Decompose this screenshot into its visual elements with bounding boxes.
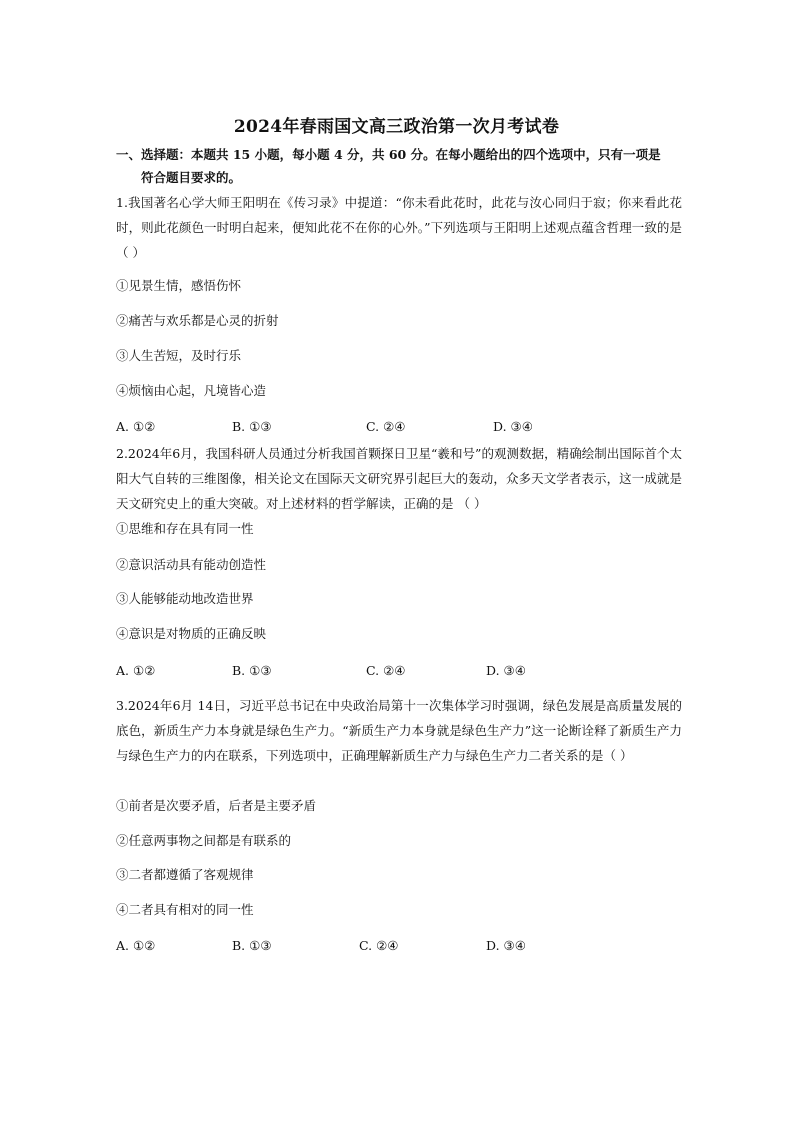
question-3-choice-a[interactable]: A. ①② (116, 938, 156, 953)
question-1-stem: 1.我国著名心学大师王阳明在《传习录》中提道：“你未看此花时，此花与汝心同归于寂；你来看此花时，则此花颜色一时明白起来，便知此花不在你的心外。”下列选项与王阳明上述观点蕴含哲理一致的是（ ） (116, 195, 682, 260)
question-1-option-3: ③人生苦短，及时行乐 (116, 348, 242, 363)
question-3-option-1: ①前者是次要矛盾，后者是主要矛盾 (116, 798, 317, 813)
section-instructions-line-1: 一、选择题：本题共 15 小题，每小题 4 分，共 60 分。在每小题给出的四个选项中，只有一项是 (116, 147, 661, 162)
question-3-choice-c[interactable]: C. ②④ (359, 938, 399, 953)
question-3-choice-b[interactable]: B. ①③ (232, 938, 272, 953)
question-2-choice-c[interactable]: C. ②④ (366, 663, 406, 678)
question-2-choices (116, 661, 682, 681)
question-2-choice-b[interactable]: B. ①③ (232, 663, 272, 678)
question-2-option-3: ③人能够能动地改造世界 (116, 591, 254, 606)
question-2-choice-a[interactable]: A. ①② (116, 663, 156, 678)
question-3-choice-d[interactable]: D. ③④ (486, 938, 526, 953)
question-1-choice-d[interactable]: D. ③④ (493, 419, 533, 434)
question-1-option-4: ④烦恼由心起，凡境皆心造 (116, 383, 267, 398)
question-1-option-1: ①见景生情，感悟伤怀 (116, 278, 242, 293)
question-3-stem: 3.2024年6月 14日，习近平总书记在中央政治局第十一次集体学习时强调，绿色发展是高质量发展的底色，新质生产力本身就是绿色生产力。“新质生产力本身就是绿色生产力”这一论断诠释了新质生产力与绿色生产力的内在联系，下列选项中，正确理解新质生产力与绿色生产力二者关系的是（ ） (116, 698, 682, 763)
question-2-option-1: ①思维和存在具有同一性 (116, 521, 254, 536)
section-instructions-line-2: 符合题目要求的。 (141, 170, 242, 185)
question-2-stem: 2.2024年6月，我国科研人员通过分析我国首颗探日卫星“羲和号”的观测数据，精确绘制出国际首个太阳大气自转的三维图像，相关论文在国际天文研究界引起巨大的轰动，众多天文学者表示，这一成就是天文研究史上的重大突破。对上述材料的哲学解读，正确的是 （ ） (116, 446, 682, 511)
question-2-option-4: ④意识是对物质的正确反映 (116, 626, 267, 641)
question-2-choice-d[interactable]: D. ③④ (486, 663, 526, 678)
exam-title: 2024年春雨国文高三政治第一次月考试卷 (233, 117, 560, 137)
question-3-option-3: ③二者都遵循了客观规律 (116, 867, 254, 882)
question-1-choices (116, 417, 682, 437)
section-heading (116, 143, 682, 189)
question-3-option-2: ②任意两事物之间都是有联系的 (116, 833, 292, 848)
question-3-option-4: ④二者具有相对的同一性 (116, 902, 254, 917)
question-1-choice-a[interactable]: A. ①② (116, 419, 156, 434)
question-1-option-2: ②痛苦与欢乐都是心灵的折射 (116, 313, 279, 328)
question-1-choice-c[interactable]: C. ②④ (366, 419, 406, 434)
question-3-choices (116, 936, 682, 956)
question-2-option-2: ②意识活动具有能动创造性 (116, 557, 267, 572)
question-1-choice-b[interactable]: B. ①③ (232, 419, 272, 434)
